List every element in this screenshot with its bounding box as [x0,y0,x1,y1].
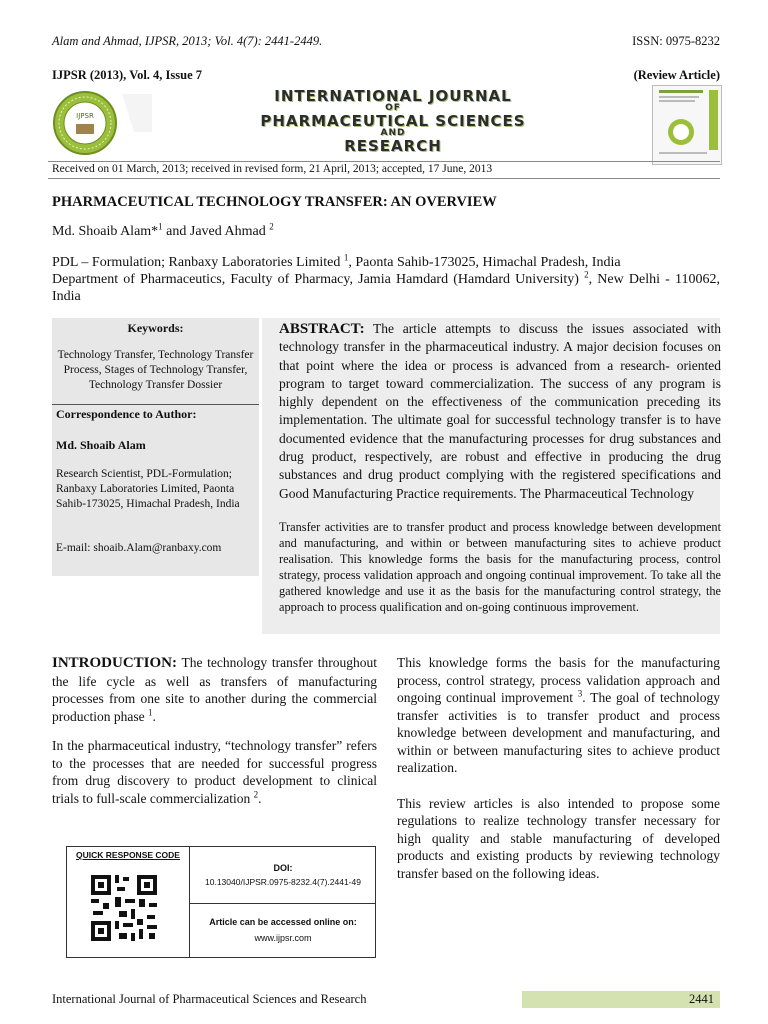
intro-p1-sup: 1 [147,707,153,717]
page-number: 2441 [522,991,720,1008]
article-title: PHARMACEUTICAL TECHNOLOGY TRANSFER: AN OVERVIEW [52,194,497,210]
affil-1-text: PDL – Formulation; Ranbaxy Laboratories Limited [52,255,344,270]
abstract-part-2: Transfer activities are to transfer product and process knowledge between development and manufacturing, and within or between manufacturing sites to achieve product realisation. This knowledge forms the basis for the manufacturing process, control strategy, process validation approach and ongoing continual improvement. To take all the gathered knowledge and use it as the basis for the manufacturing control strategy, the approach to process qualification and on-going continuous improvement. [279,520,721,615]
right-p1-text-end: . The goal of technology transfer activities is to transfer product and process knowledge between development and manufacturing, and within or between manufacturing sites to achieve product realization. [397,690,720,775]
correspondence-title: Correspondence to Author: [56,407,197,421]
header-rule-top [48,161,720,162]
logo-text: IJPSR [76,112,94,120]
author-and: and Javed Ahmad [162,224,270,239]
received-dates: Received on 01 March, 2013; received in revised form, 21 April, 2013; accepted, 17 June, 2013 [52,163,493,175]
article-type: (Review Article) [633,68,720,82]
intro-p1-text: The technology transfer throughout the life cycle as well as transfers of manufacturing processes from one site to another during the commercial production phase [52,655,377,724]
access-label: Article can be accessed online on: [209,917,357,927]
qr-label: QUICK RESPONSE CODE [76,850,180,860]
affil-2-text-end: , New Delhi - 110062, India [52,272,720,304]
qr-box-hrule [190,903,376,904]
correspondence-name: Md. Shoaib Alam [56,438,146,452]
affiliation-2 [52,271,720,305]
right-p1-sup: 3 [577,688,583,699]
footer-journal-name: International Journal of Pharmaceutical Sciences and Research [52,992,367,1006]
correspondence-address: Research Scientist, PDL-Formulation; Ranbaxy Laboratories Limited, Paonta Sahib-173025, Himachal Pradesh, India [56,468,240,510]
banner-line-1: INTERNATIONAL JOURNAL [274,87,512,105]
body-column-right [397,654,720,900]
doi-label: DOI: [273,863,293,873]
affil-2-text: Department of Pharmaceutics, Faculty of Pharmacy, Jamia Hamdard (Hamdard University) [52,272,585,287]
intro-p2-sup: 2 [253,789,259,799]
doi-link[interactable]: 10.13040/IJPSR.0975-8232.4(7).2441-49 [205,877,361,887]
right-paragraph-2: This review articles is also intended to propose some regulations to realize technology transfer necessary for high quality and stable manufacturing of developed products and existing products by reviewing technology transfer based on the following ideas. [397,795,720,881]
issn: ISSN: 0975-8232 [632,34,720,48]
author-1: Md. Shoaib Alam* [52,224,159,239]
affil-1-sup: 1 [343,252,349,263]
body-column-left [52,654,377,819]
header-rule-bottom [48,178,720,179]
affiliation-1 [52,254,720,271]
running-head: Alam and Ahmad, IJPSR, 2013; Vol. 4(7): 2441-2449. [52,34,323,48]
banner-line-4: AND [380,128,406,138]
right-paragraph-1 [397,654,720,777]
qr-code-icon[interactable] [89,873,159,943]
keywords-title: Keywords: [127,321,184,335]
abstract-text-top [279,320,721,503]
right-p1-text: This knowledge forms the basis for the manufacturing process, control strategy, process validation approach and ongoing continual improvement [397,655,720,705]
abstract-part-1: The article attempts to discuss the issues associated with technology transfer in the pharmaceutical industry. A major decision focuses on that point where the idea or process is advanced from a research- oriented program to target toward commercialization. The success of any program is highly dependent on the effectiveness of the communication preceding its implementation. The ultimate goal for successful technology transfer is to have documented evidence that the manufacturing processes for drug substances and drug product, respectively, are robust and effective in producing the drug substances and drug product complying with the registered specifications and Good Manufacturing Practice requirements. The Pharmaceutical Technology [279,321,721,501]
correspondence-email: E-mail: shoaib.Alam@ranbaxy.com [56,542,222,554]
abstract-label: ABSTRACT: [279,321,365,337]
banner-line-2: OF [385,103,401,113]
banner-line-5: RESEARCH [344,137,442,155]
qr-info-box [66,846,376,958]
keywords-list: Technology Transfer, Technology Transfer Process, Stages of Technology Transfer, Technology Transfer Dossier [57,349,254,391]
intro-p2-text: In the pharmaceutical industry, “technology transfer” refers to the processes that are needed for successful progress from drug discovery to product development to clinical trials to full-scale commercialization [52,738,377,806]
author-list [52,221,274,240]
journal-cover-thumbnail [652,85,722,165]
journal-issue: IJPSR (2013), Vol. 4, Issue 7 [52,68,203,82]
intro-paragraph-1 [52,654,377,725]
author-2-sup: 2 [269,221,274,232]
affiliations [52,254,720,305]
sidebar-divider [52,404,259,405]
banner-line-3: PHARMACEUTICAL SCIENCES [260,112,526,130]
affil-2-sup: 2 [584,269,589,280]
intro-paragraph-2 [52,737,377,807]
affil-1-text-end: , Paonta Sahib-173025, Himachal Pradesh, India [348,255,621,270]
journal-banner [258,87,528,155]
intro-p2-end: . [258,790,262,806]
author-1-sup: 1 [158,221,163,232]
qr-box-divider [189,847,190,957]
intro-p1-end: . [152,708,156,724]
journal-seal-logo [52,88,154,158]
access-url-link[interactable]: www.ijpsr.com [254,933,312,943]
introduction-heading: INTRODUCTION: [52,655,178,671]
